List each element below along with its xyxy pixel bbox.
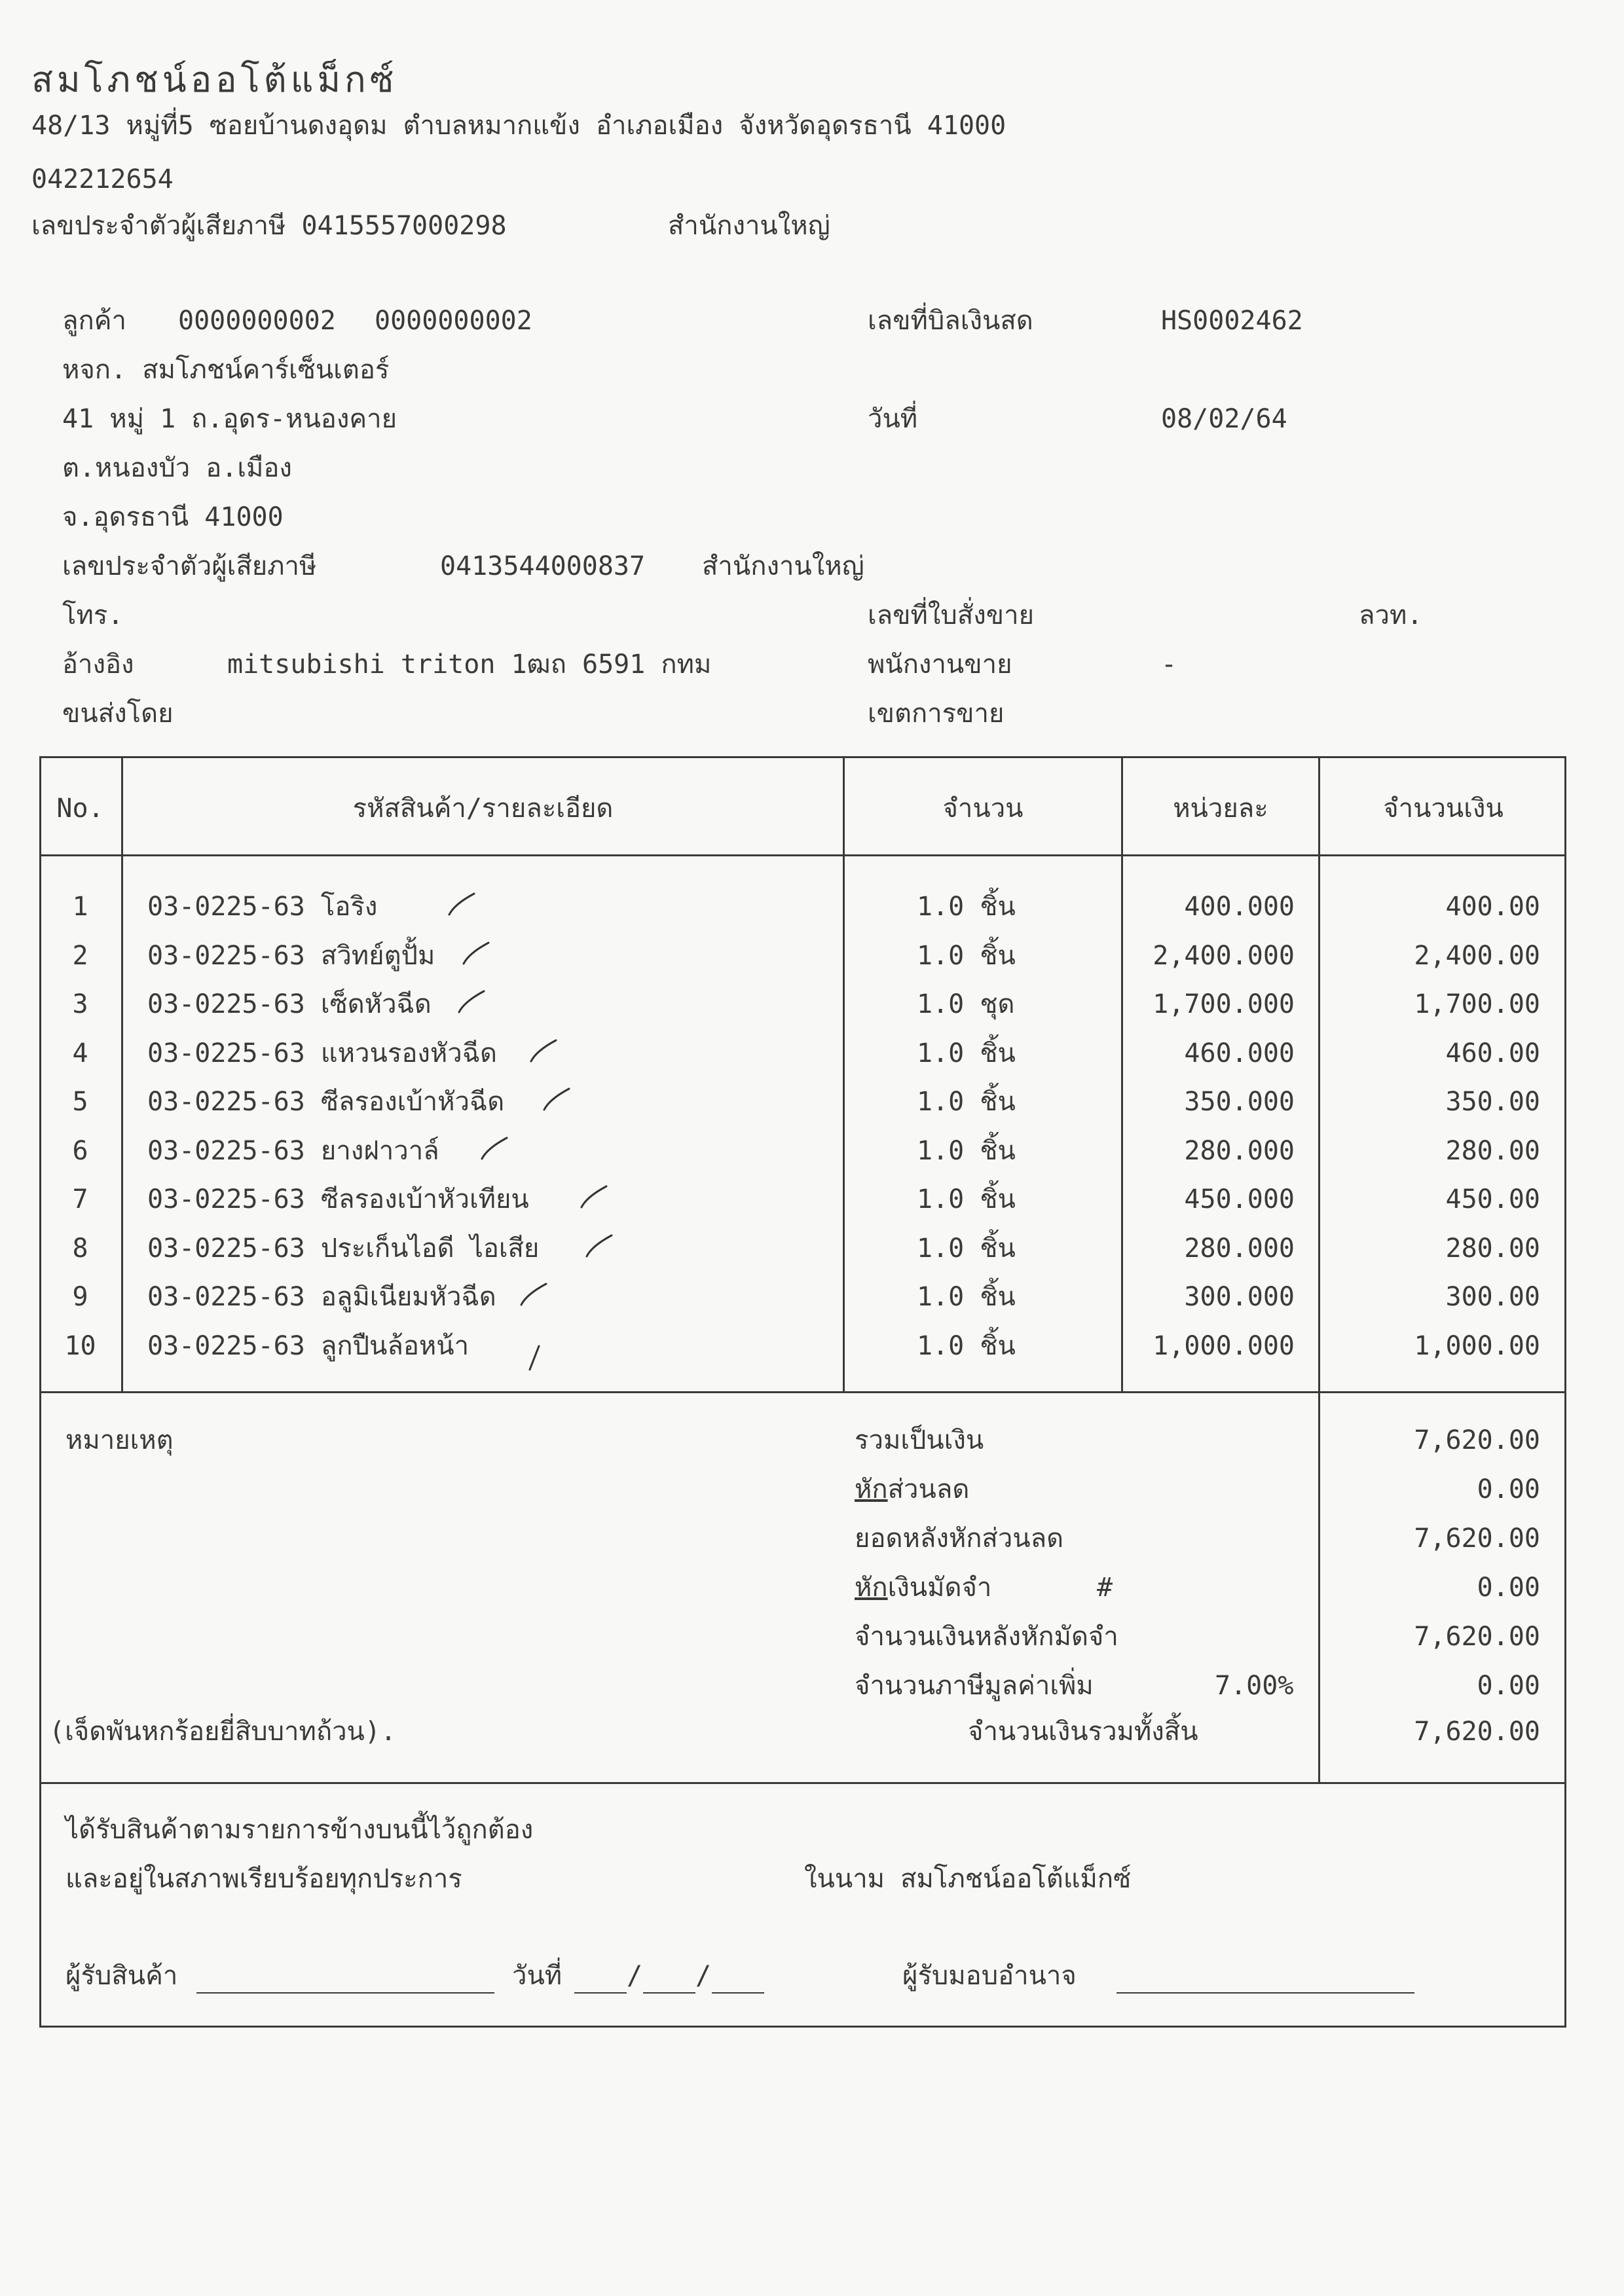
date-month-line — [643, 1992, 695, 1994]
company-branch: สำนักงานใหญ่ — [668, 211, 830, 241]
row-no: 8 — [72, 1233, 88, 1264]
row-description: 03-0225-63 ซีลรองเบ้าหัวฉีด — [147, 1087, 505, 1117]
table-header-divider — [39, 854, 1566, 856]
customer-ref-value: mitsubishi triton 1ฒถ 6591 กทม — [227, 649, 712, 680]
total-value: 7,620.00 — [1414, 1717, 1540, 1747]
customer-address-1: 41 หมู่ 1 ถ.อุดร-หนองคาย — [62, 404, 397, 434]
row-amount: 450.00 — [1445, 1184, 1540, 1214]
handwritten-check-icon — [517, 1279, 557, 1311]
row-unit-price: 1,700.000 — [1153, 989, 1295, 1019]
handwritten-check-icon — [478, 1133, 517, 1165]
row-amount: 460.00 — [1445, 1038, 1540, 1068]
remark-label: หมายเหตุ — [65, 1425, 174, 1455]
amount-in-words: (เจ็ดพันหกร้อยยี่สิบบาทถ้วน). — [49, 1717, 397, 1747]
row-quantity: 1.0 ชิ้น — [917, 1233, 1016, 1264]
company-address: 48/13 หมู่ที่5 ซอยบ้านดงอุดม ตำบลหมากแข้ง อำเภอเมือง จังหวัดอุดรธานี 41000 — [31, 111, 1006, 141]
received-line-1: ได้รับสินค้าตามรายการข้างบนนี้ไว้ถูกต้อง — [65, 1815, 534, 1845]
row-quantity: 1.0 ชิ้น — [917, 941, 1016, 971]
row-amount: 300.00 — [1445, 1282, 1540, 1312]
date-year-line — [712, 1992, 764, 1994]
bill-date-value: 08/02/64 — [1161, 404, 1287, 434]
row-amount: 1,000.00 — [1414, 1331, 1540, 1361]
bill-no-value: HS0002462 — [1161, 306, 1303, 336]
row-no: 6 — [72, 1136, 88, 1166]
row-unit-price: 400.000 — [1184, 892, 1295, 922]
discount-value: 0.00 — [1477, 1474, 1540, 1504]
handwritten-check-icon — [578, 1181, 617, 1214]
handwritten-check-icon — [514, 1341, 553, 1374]
row-amount: 2,400.00 — [1414, 941, 1540, 971]
row-no: 4 — [72, 1038, 88, 1068]
handwritten-check-icon — [540, 1084, 580, 1116]
row-unit-price: 1,000.000 — [1153, 1331, 1295, 1361]
row-no: 3 — [72, 989, 88, 1019]
deposit-label — [855, 1575, 991, 1601]
row-description: 03-0225-63 แหวนรองหัวฉีด — [147, 1038, 497, 1068]
bill-no-label: เลขที่บิลเงินสด — [868, 306, 1033, 336]
customer-tax-id: 0413544000837 — [440, 551, 646, 581]
row-unit-price: 280.000 — [1184, 1136, 1295, 1166]
row-description: 03-0225-63 โอริง — [147, 892, 378, 922]
total-label: จำนวนเงินรวมทั้งสิ้น — [968, 1717, 1198, 1747]
vat-rate: 7.00% — [1215, 1671, 1294, 1701]
row-quantity: 1.0 ชุด — [917, 989, 1015, 1019]
row-description: 03-0225-63 สวิทย์ตูปั้ม — [147, 941, 435, 971]
row-quantity: 1.0 ชิ้น — [917, 1038, 1016, 1068]
received-line-2: และอยู่ในสภาพเรียบร้อยทุกประการ — [65, 1864, 462, 1894]
row-amount: 350.00 — [1445, 1087, 1540, 1117]
discount-label — [855, 1476, 969, 1503]
row-quantity: 1.0 ชิ้น — [917, 1331, 1016, 1361]
discount-label-text: ส่วนลด — [887, 1474, 970, 1504]
company-tax-id: เลขประจำตัวผู้เสียภาษี 0415557000298 — [31, 211, 507, 241]
customer-branch: สำนักงานใหญ่ — [702, 551, 864, 581]
receipt-date-label: วันที่ — [512, 1961, 563, 1991]
handwritten-check-icon — [460, 938, 499, 970]
shipping-label: ขนส่งโดย — [62, 699, 174, 729]
subtotal-label: รวมเป็นเงิน — [855, 1425, 984, 1455]
row-quantity: 1.0 ชิ้น — [917, 1282, 1016, 1312]
authorized-label: ผู้รับมอบอำนาจ — [902, 1961, 1077, 1991]
deposit-value: 0.00 — [1477, 1573, 1540, 1603]
row-amount: 1,700.00 — [1414, 989, 1540, 1019]
date-slash: / — [627, 1961, 643, 1991]
row-description: 03-0225-63 อลูมิเนียมหัวฉีด — [147, 1282, 496, 1312]
vat-value: 0.00 — [1477, 1671, 1540, 1701]
customer-ref-label: อ้างอิง — [62, 649, 134, 680]
handwritten-check-icon — [455, 986, 494, 1019]
row-description: 03-0225-63 ยางฝาวาล์ — [147, 1136, 439, 1166]
salesperson-value: - — [1161, 649, 1177, 680]
customer-phone-label: โทร. — [62, 600, 124, 630]
header-unit-price: หน่วยละ — [1173, 793, 1268, 824]
customer-address-2: ต.หนองบัว อ.เมือง — [62, 453, 292, 483]
row-no: 7 — [72, 1184, 88, 1214]
subtotal-value: 7,620.00 — [1414, 1425, 1540, 1455]
on-behalf-of: ในนาม สมโภชน์ออโต้แม็กซ์ — [804, 1864, 1132, 1894]
sales-order-label: เลขที่ใบสั่งขาย — [868, 600, 1035, 630]
row-unit-price: 2,400.000 — [1153, 941, 1295, 971]
after-deposit-label: จำนวนเงินหลังหักมัดจำ — [855, 1622, 1118, 1652]
sales-order-value: ลวท. — [1359, 600, 1423, 630]
date-slash: / — [695, 1961, 712, 1991]
header-amount: จำนวนเงิน — [1383, 793, 1504, 824]
deposit-label-text: เงินมัดจำ — [887, 1573, 992, 1603]
customer-tax-label: เลขประจำตัวผู้เสียภาษี — [62, 551, 317, 581]
row-unit-price: 460.000 — [1184, 1038, 1295, 1068]
summary-col-divider — [1318, 1391, 1320, 1784]
row-description: 03-0225-63 เซ็ดหัวฉีด — [147, 989, 432, 1019]
row-quantity: 1.0 ชิ้น — [917, 1087, 1016, 1117]
row-quantity: 1.0 ชิ้น — [917, 1184, 1016, 1214]
sales-zone-label: เขตการขาย — [868, 699, 1005, 729]
receiver-label: ผู้รับสินค้า — [65, 1961, 178, 1991]
row-amount: 280.00 — [1445, 1136, 1540, 1166]
header-quantity: จำนวน — [942, 793, 1024, 824]
row-quantity: 1.0 ชิ้น — [917, 892, 1016, 922]
after-discount-label: ยอดหลังหักส่วนลด — [855, 1523, 1064, 1554]
date-day-line — [574, 1992, 627, 1994]
row-quantity: 1.0 ชิ้น — [917, 1136, 1016, 1166]
customer-name: หจก. สมโภชน์คาร์เซ็นเตอร์ — [62, 355, 390, 385]
row-unit-price: 450.000 — [1184, 1184, 1295, 1214]
col-divider — [843, 756, 845, 1393]
row-description: 03-0225-63 ลูกปืนล้อหน้า — [147, 1331, 470, 1361]
discount-label-deduct: หัก — [855, 1474, 888, 1504]
company-phone: 042212654 — [31, 164, 174, 194]
deposit-label-deduct: หัก — [855, 1573, 888, 1603]
customer-code-1: 0000000002 — [178, 306, 336, 336]
after-deposit-value: 7,620.00 — [1414, 1622, 1540, 1652]
handwritten-check-icon — [527, 1035, 566, 1068]
col-divider — [121, 756, 123, 1393]
customer-code-2: 0000000002 — [375, 306, 532, 336]
row-description: 03-0225-63 ประเก็นไอดี ไอเสีย — [147, 1233, 540, 1264]
after-discount-value: 7,620.00 — [1414, 1523, 1540, 1554]
row-unit-price: 280.000 — [1184, 1233, 1295, 1264]
row-amount: 400.00 — [1445, 892, 1540, 922]
row-no: 1 — [72, 892, 88, 922]
row-unit-price: 300.000 — [1184, 1282, 1295, 1312]
row-unit-price: 350.000 — [1184, 1087, 1295, 1117]
row-no: 2 — [72, 941, 88, 971]
receiver-signature-line — [196, 1992, 494, 1994]
customer-label: ลูกค้า — [62, 306, 126, 336]
row-no: 5 — [72, 1087, 88, 1117]
handwritten-check-icon — [445, 888, 485, 921]
row-amount: 280.00 — [1445, 1233, 1540, 1264]
header-description: รหัสสินค้า/รายละเอียด — [352, 793, 614, 824]
bill-date-label: วันที่ — [868, 404, 918, 434]
row-description: 03-0225-63 ซีลรองเบ้าหัวเทียน — [147, 1184, 529, 1214]
customer-address-3: จ.อุดรธานี 41000 — [62, 502, 284, 532]
authorized-signature-line — [1116, 1992, 1414, 1994]
row-no: 9 — [72, 1282, 88, 1312]
company-name: สมโภชน์ออโต้แม็กซ์ — [31, 59, 398, 100]
vat-label: จำนวนภาษีมูลค่าเพิ่ม — [855, 1671, 1094, 1701]
deposit-mark: # — [1097, 1573, 1113, 1603]
row-no: 10 — [64, 1331, 96, 1361]
salesperson-label: พนักงานขาย — [868, 649, 1012, 680]
header-no: No. — [56, 793, 104, 824]
handwritten-check-icon — [583, 1230, 622, 1263]
